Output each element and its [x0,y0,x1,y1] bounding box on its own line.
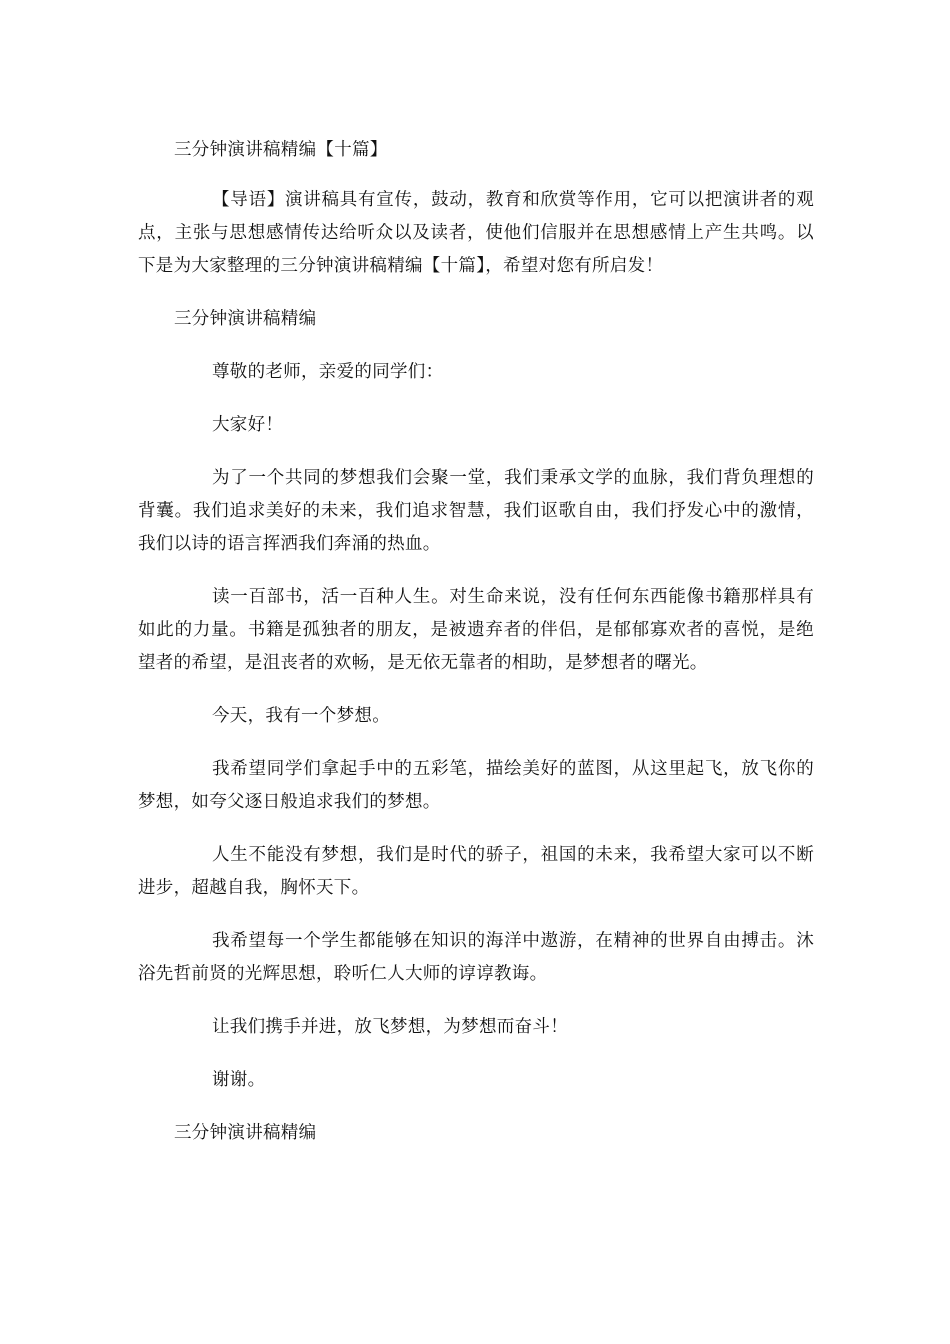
document-title: 三分钟演讲稿精编【十篇】 [174,140,388,160]
body-paragraph-5: 人生不能没有梦想，我们是时代的骄子，祖国的未来，我希望大家可以不断进步，超越自我，胸怀天下。 [138,845,814,898]
body-paragraph-3: 今天，我有一个梦想。 [212,706,390,726]
body-paragraph-6: 我希望每一个学生都能够在知识的海洋中遨游，在精神的世界自由搏击。沐浴先哲前贤的光辉思想，聆听仁人大师的谆谆教诲。 [138,931,814,984]
intro-paragraph: 【导语】演讲稿具有宣传，鼓动，教育和欣赏等作用，它可以把演讲者的观点，主张与思想感情传达给听众以及读者，使他们信服并在思想感情上产生共鸣。以下是为大家整理的三分钟演讲稿精编【十篇】，希望对您有所启发！ [138,190,814,276]
body-paragraph-1: 为了一个共同的梦想我们会聚一堂，我们秉承文学的血脉，我们背负理想的背囊。我们追求美好的未来，我们追求智慧，我们讴歌自由，我们抒发心中的激情，我们以诗的语言挥洒我们奔涌的热血。 [138,468,814,554]
section-heading-1: 三分钟演讲稿精编 [174,309,317,329]
body-paragraph-7: 让我们携手并进，放飞梦想，为梦想而奋斗！ [212,1017,568,1037]
salutation: 尊敬的老师，亲爱的同学们： [212,362,444,382]
document-body [138,134,814,1150]
body-paragraph-4: 我希望同学们拿起手中的五彩笔，描绘美好的蓝图，从这里起飞，放飞你的梦想，如夸父逐日般追求我们的梦想。 [138,759,814,812]
greeting: 大家好！ [212,415,284,435]
body-paragraph-2: 读一百部书，活一百种人生。对生命来说，没有任何东西能像书籍那样具有如此的力量。书籍是孤独者的朋友，是被遗弃者的伴侣，是郁郁寡欢者的喜悦，是绝望者的希望，是沮丧者的欢畅，是无依无靠者的相助，是梦想者的曙光。 [138,587,814,673]
closing: 谢谢。 [212,1070,266,1090]
section-heading-2: 三分钟演讲稿精编 [174,1123,317,1143]
